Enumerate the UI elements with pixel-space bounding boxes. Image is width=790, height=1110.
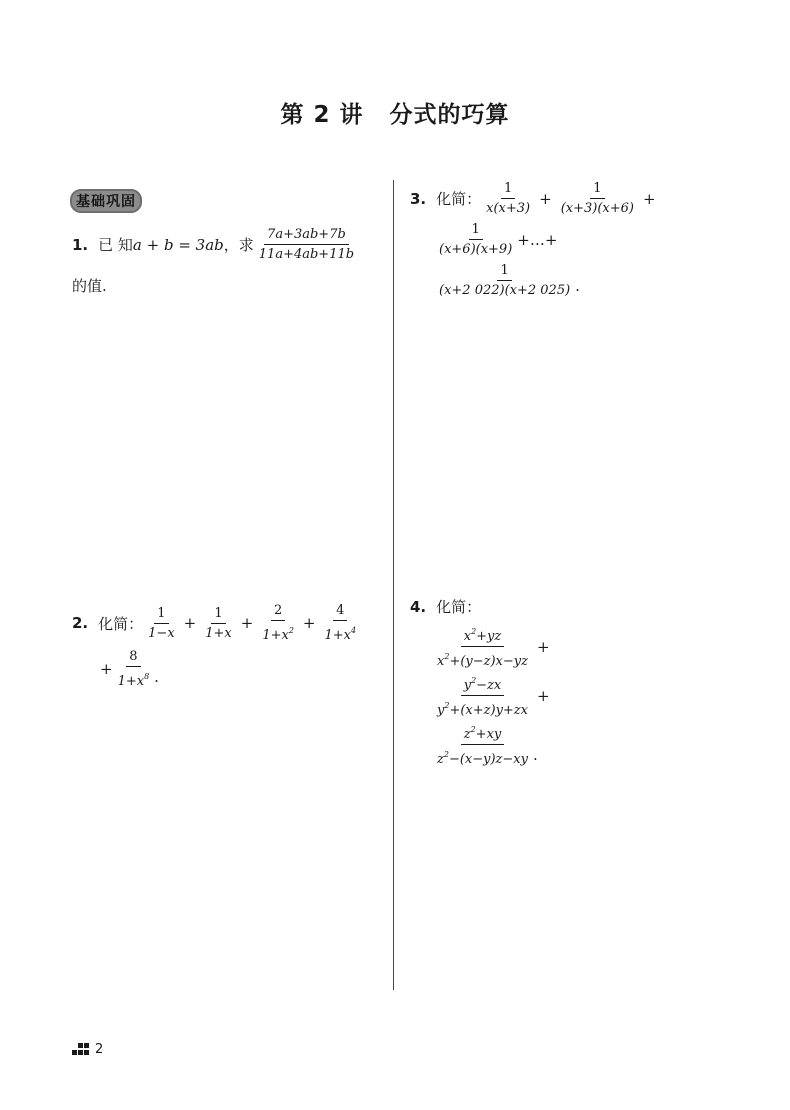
lecture-topic: 分式的巧算 [389, 102, 510, 128]
denominator-base: x [437, 654, 445, 669]
fraction [436, 221, 515, 258]
numerator [461, 721, 505, 745]
fraction [145, 605, 178, 642]
fraction [115, 648, 153, 690]
plus-sign: + [536, 686, 550, 705]
plus-sign: + [240, 614, 254, 632]
problem-lead: 化简： [436, 190, 482, 208]
exponent: 2 [444, 701, 450, 710]
numerator: 7a+3ab+7b [264, 226, 349, 245]
plus-sign: + [643, 189, 656, 208]
numerator: 2 [271, 602, 285, 621]
exponent: 2 [471, 676, 477, 685]
numerator: 1 [501, 180, 515, 199]
denominator-base: 1+x [262, 628, 289, 643]
exponent: 2 [288, 626, 294, 635]
numerator [461, 623, 505, 647]
fraction [202, 605, 235, 642]
numerator: 1 [154, 605, 168, 624]
given-condition: a + b = 3ab [132, 235, 224, 254]
problem-3 [410, 180, 660, 299]
fraction [321, 602, 359, 644]
fraction [436, 262, 573, 299]
numerator: 8 [126, 648, 140, 667]
exponent: 2 [444, 652, 450, 661]
column-divider [393, 180, 394, 990]
numerator [461, 672, 505, 696]
denominator-base: 1+x [324, 628, 351, 643]
exponent: 2 [470, 725, 476, 734]
numerator: 1 [590, 180, 604, 199]
denominator [434, 745, 531, 768]
exponent: 2 [471, 627, 477, 636]
exponent: 2 [443, 750, 449, 759]
fraction [259, 602, 297, 644]
numerator-base: y [463, 678, 472, 693]
denominator: (x+2 022)(x+2 025) [439, 283, 571, 298]
numerator-rest: +xy [475, 727, 502, 742]
problem-number: 2. [72, 614, 89, 632]
denominator: 1+x [205, 625, 232, 641]
problem-4 [410, 596, 554, 768]
problem-lead: 化简： [98, 614, 144, 633]
problem-2 [72, 602, 361, 690]
denominator-base: z [437, 752, 444, 767]
numerator: 1 [497, 262, 511, 281]
denominator [434, 647, 531, 670]
exponent: 8 [144, 672, 150, 681]
denominator: x(x+3) [486, 201, 531, 216]
denominator [321, 621, 359, 644]
publisher-logo-icon [72, 1043, 90, 1057]
page-number: 2 [95, 1042, 104, 1057]
section-badge: 基础巩固 [70, 189, 142, 213]
denominator-base: y [437, 703, 445, 718]
numerator: 1 [469, 221, 483, 240]
plus-sign: + [302, 614, 316, 632]
denominator [434, 696, 531, 719]
problem-1 [72, 226, 359, 296]
page-footer [72, 1042, 103, 1057]
numerator-base: x [463, 629, 472, 644]
numerator-base: z [463, 727, 471, 742]
problem-text: ，求 [223, 236, 254, 254]
problem-number: 4. [410, 597, 427, 616]
denominator [259, 621, 297, 644]
problem-lead: 化简： [436, 598, 482, 616]
denominator [115, 667, 153, 690]
plus-sign: + [536, 637, 550, 656]
fraction [434, 672, 531, 719]
period: . [575, 277, 580, 295]
numerator-rest: −zx [476, 678, 502, 693]
problem-text: 已 知 [98, 236, 133, 254]
ellipsis-terms: +…+ [517, 230, 558, 249]
exponent: 4 [350, 626, 357, 635]
page-title [0, 96, 790, 129]
plus-sign: + [183, 614, 197, 632]
fraction [558, 180, 637, 217]
plus-sign: + [539, 189, 552, 208]
lecture-number: 第 2 讲 [280, 102, 364, 128]
numerator: 1 [211, 605, 225, 624]
fraction [434, 721, 531, 768]
denominator: (x+3)(x+6) [560, 201, 634, 216]
denominator: 11a+4ab+11b [258, 247, 355, 262]
denominator-base: 1+x [117, 674, 145, 689]
denominator: 1−x [148, 625, 175, 641]
period: . [154, 668, 159, 686]
fraction [483, 180, 533, 217]
denominator-rest: −(x−y)z−xy [448, 752, 528, 767]
denominator-rest: +(x+z)y+zx [449, 703, 528, 718]
problem-text: 的值. [72, 277, 107, 295]
denominator-rest: +(y−z)x−yz [449, 654, 528, 669]
numerator: 4 [333, 602, 347, 621]
problem-number: 1. [72, 235, 89, 254]
fraction [256, 226, 357, 263]
denominator: (x+6)(x+9) [439, 242, 513, 257]
period: . [532, 746, 538, 764]
fraction [434, 623, 531, 670]
problem-number: 3. [410, 189, 427, 208]
numerator-rest: +yz [476, 629, 502, 644]
plus-sign: + [100, 660, 113, 678]
